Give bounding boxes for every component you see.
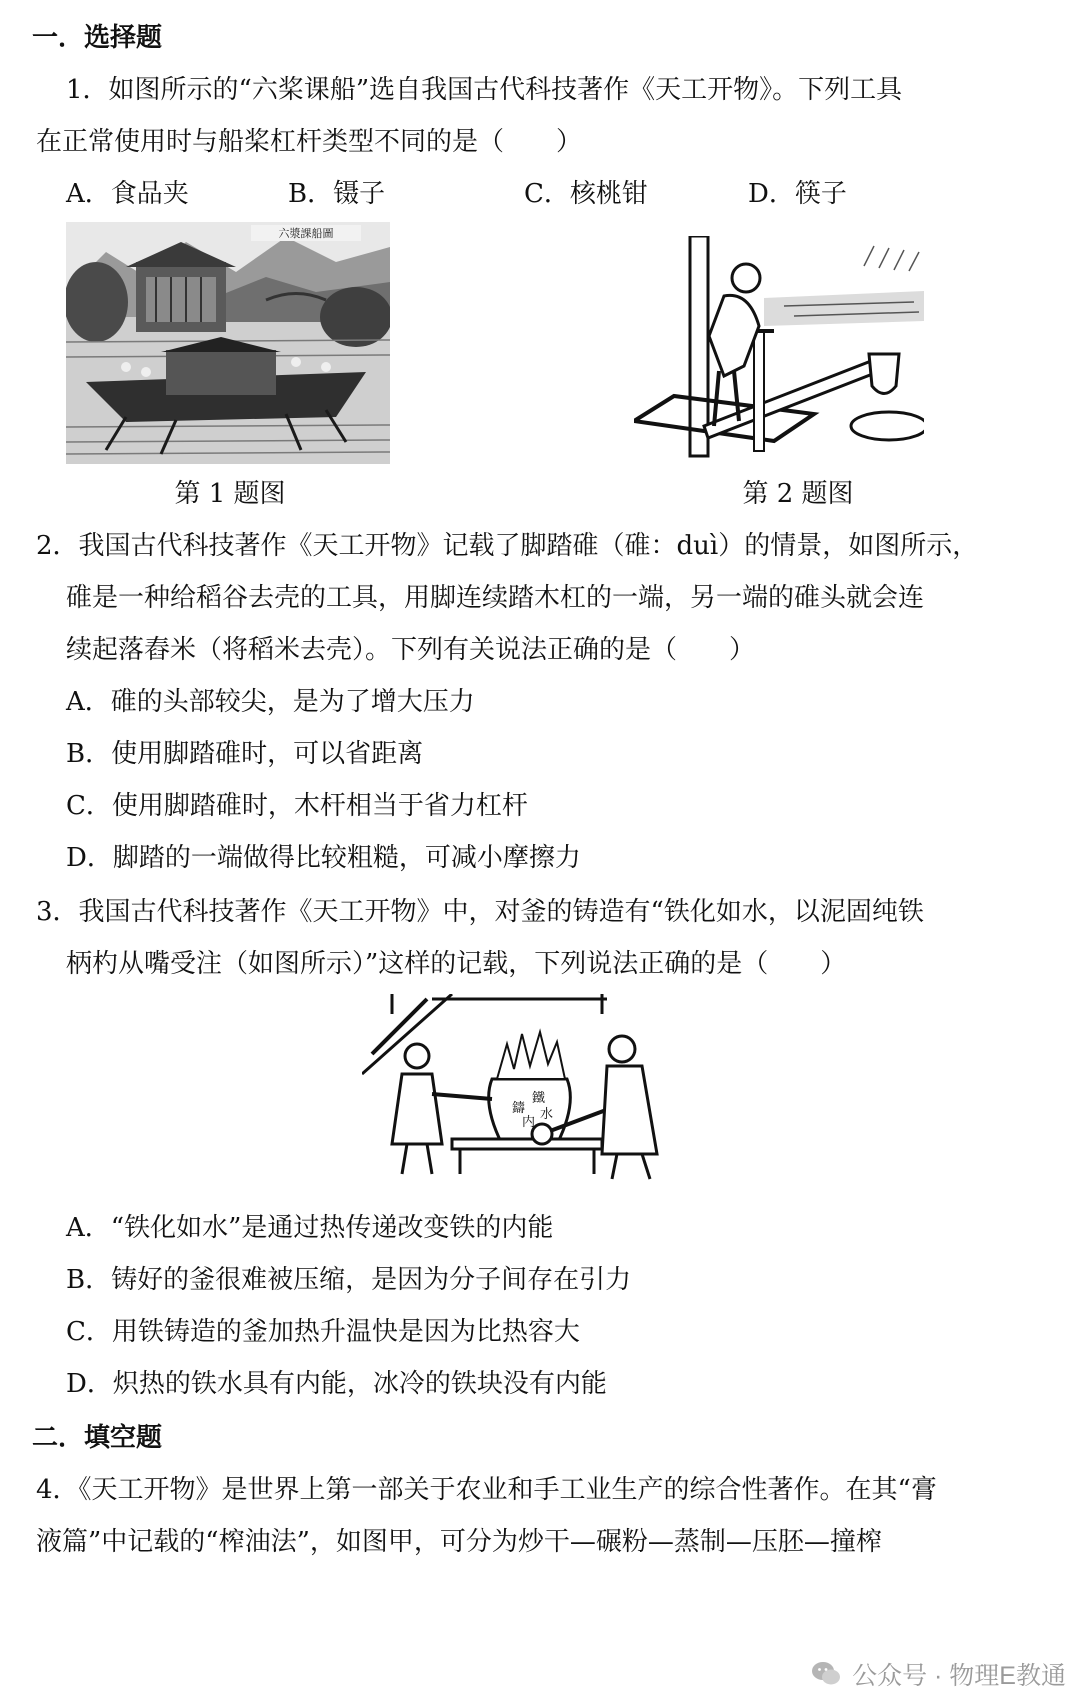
q3-option-b: B．铸好的釜很难被压缩，是因为分子间存在引力 bbox=[66, 1265, 632, 1295]
figure-3-label-4: 水 bbox=[540, 1107, 554, 1122]
question-2-line-2: 碓是一种给稻谷去壳的工具，用脚连续踏木杠的一端，另一端的碓头就会连 bbox=[66, 583, 925, 613]
q1-option-d: D．筷子 bbox=[748, 179, 847, 209]
question-1-line-2: 在正常使用时与船桨杠杆类型不同的是（ ） bbox=[36, 127, 583, 157]
question-3-line-1: 3．我国古代科技著作《天工开物》中，对釜的铸造有“铁化如水，以泥固纯铁 bbox=[36, 897, 924, 927]
question-4-line-1: 4．《天工开物》是世界上第一部关于农业和手工业生产的综合性著作。在其“膏 bbox=[36, 1475, 937, 1505]
question-2-line-3: 续起落舂米（将稻米去壳）。下列有关说法正确的是（ ） bbox=[66, 635, 756, 665]
question-1-line-1: 1．如图所示的“六桨课船”选自我国古代科技著作《天工开物》。下列工具 bbox=[66, 75, 903, 105]
q1-option-a: A．食品夹 bbox=[66, 179, 189, 209]
watermark bbox=[810, 1656, 1066, 1692]
q2-option-a: A．碓的头部较尖，是为了增大压力 bbox=[66, 687, 475, 717]
figure-2-foot-pestle bbox=[634, 236, 924, 474]
q1-option-c: C．核桃钳 bbox=[524, 179, 648, 209]
q2-option-c: C．使用脚踏碓时，木杆相当于省力杠杆 bbox=[66, 791, 528, 821]
question-2-line-1: 2．我国古代科技著作《天工开物》记载了脚踏碓（碓：duì）的情景，如图所示， bbox=[36, 531, 979, 561]
wechat-icon bbox=[810, 1658, 842, 1690]
q3-option-d: D．炽热的铁水具有内能，冰冷的铁块没有内能 bbox=[66, 1369, 607, 1399]
figure-3-label-2: 鐵 bbox=[532, 1091, 546, 1106]
q3-option-a: A．“铁化如水”是通过热传递改变铁的内能 bbox=[66, 1213, 554, 1243]
figure-3-label-3: 内 bbox=[522, 1115, 536, 1130]
figure-3-iron-casting bbox=[362, 994, 668, 1184]
section-title: 一．选择题 bbox=[32, 23, 163, 53]
section-2-title: 二．填空题 bbox=[32, 1423, 163, 1453]
figure-3-label-1: 鑄 bbox=[512, 1101, 526, 1116]
figure-1-caption: 第 1 题图 bbox=[174, 479, 286, 509]
figure-1-six-oar-boat bbox=[66, 222, 390, 464]
q3-option-c: C．用铁铸造的釜加热升温快是因为比热容大 bbox=[66, 1317, 580, 1347]
question-3-line-2: 柄杓从嘴受注（如图所示）”这样的记载，下列说法正确的是（ ） bbox=[66, 949, 847, 979]
figure-2-caption: 第 2 题图 bbox=[742, 479, 854, 509]
q1-option-b: B．镊子 bbox=[288, 179, 386, 209]
watermark-text: 公众号 · 物理E教通 bbox=[852, 1662, 1066, 1690]
figure-1-title: 六漿課船圖 bbox=[278, 227, 334, 240]
q2-option-b: B．使用脚踏碓时，可以省距离 bbox=[66, 739, 424, 769]
q2-option-d: D．脚踏的一端做得比较粗糙，可减小摩擦力 bbox=[66, 843, 581, 873]
question-4-line-2: 液篇”中记载的“榨油法”，如图甲，可分为炒干—碾粉—蒸制—压胚—撞榨 bbox=[36, 1527, 882, 1557]
